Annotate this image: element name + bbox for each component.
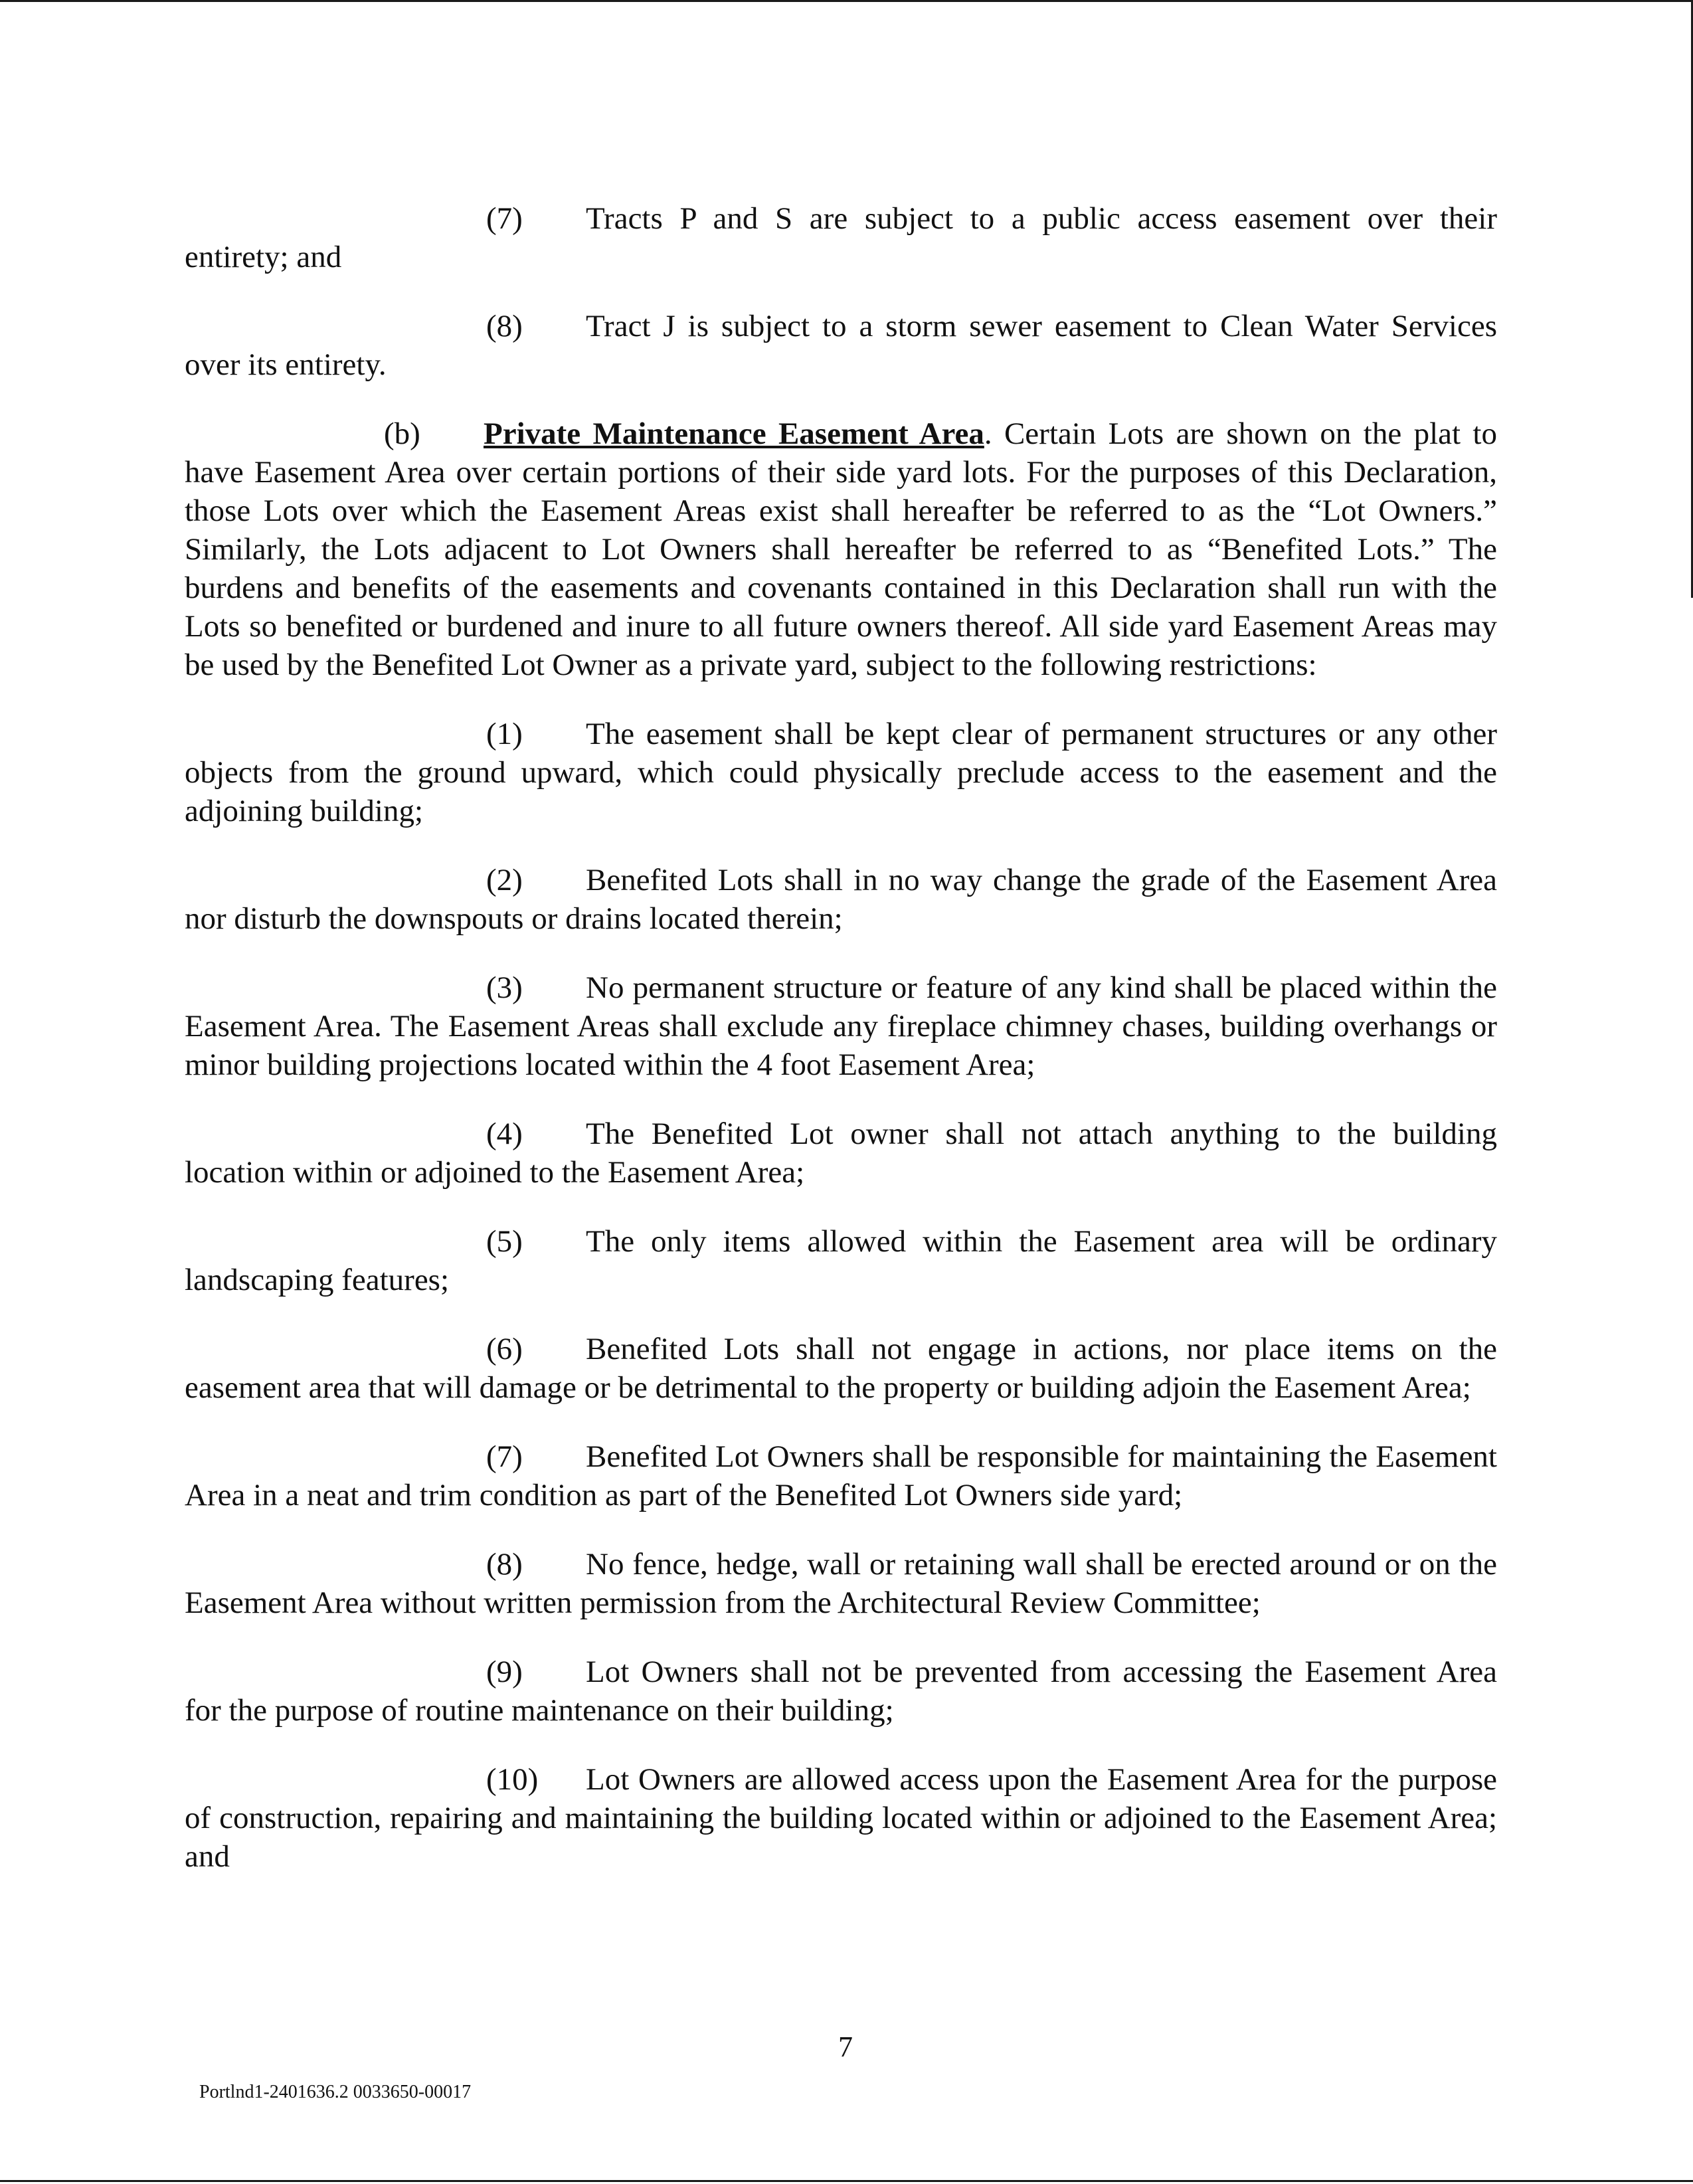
item-text: The Benefited Lot owner shall not attach anything to the building location within or adjoined to the Easement Area; [185,1117,1497,1190]
restriction-7 [185,1437,1497,1514]
item-number: (6) [486,1332,523,1366]
section-heading: Private Maintenance Easement Area [484,416,984,451]
page-number: 7 [838,2031,853,2063]
restriction-4 [185,1115,1497,1192]
item-text: Lot Owners shall not be prevented from accessing the Easement Area for the purpose of routine maintenance on their building; [185,1655,1497,1728]
item-number: (9) [486,1655,523,1689]
item-text: Benefited Lots shall in no way change the grade of the Easement Area nor disturb the downspouts or drains located therein; [185,863,1497,936]
item-number: (5) [486,1224,523,1259]
item-text: The only items allowed within the Easement area will be ordinary landscaping features; [185,1224,1497,1297]
section-b-paragraph [185,414,1497,684]
restriction-10 [185,1760,1497,1876]
item-number: (4) [486,1117,523,1151]
item-number: (7) [486,1439,523,1474]
item-number: (8) [486,309,523,343]
item-number: (1) [486,717,523,751]
paragraph-a-8 [185,307,1497,384]
restriction-8 [185,1545,1497,1622]
section-label: (b) [384,416,420,451]
item-text: Benefited Lots shall not engage in actions, nor place items on the easement area that will damage or be detrimental to the property or building adjoin the Easement Area; [185,1332,1497,1405]
item-number: (8) [486,1547,523,1582]
restriction-6 [185,1330,1497,1407]
item-text: Lot Owners are allowed access upon the Easement Area for the purpose of construction, repairing and maintaining the building located within or adjoined to the Easement Area; and [185,1762,1497,1874]
item-number: (10) [486,1762,539,1797]
section-text: Certain Lots are shown on the plat to have Easement Area over certain portions of their side yard lots. For the purposes of this Declaration, those Lots over which the Easement Areas exist shall hereafter be referred to as the “Lot Owners.” Similarly, the Lots adjacent to Lot Owners shall hereafter be referred to as “Benefited Lots.” The burdens and benefits of the easements and covenants contained in this Declaration shall run with the Lots so benefited or burdened and inure to all future owners thereof. All side yard Easement Areas may be used by the Benefited Lot Owner as a private yard, subject to the following restrictions: [185,416,1497,682]
footer-document-reference: Portlnd1-2401636.2 0033650-00017 [199,2082,472,2102]
restriction-2 [185,861,1497,938]
scan-edge-top [0,0,1693,2]
item-text: Benefited Lot Owners shall be responsible for maintaining the Easement Area in a neat and trim condition as part of the Benefited Lot Owners side yard; [185,1439,1497,1512]
item-text: No permanent structure or feature of any kind shall be placed within the Easement Area. The Easement Areas shall exclude any fireplace chimney chases, building overhangs or minor building projections located within the 4 foot Easement Area; [185,970,1497,1082]
document-body [185,199,1497,1906]
restriction-3 [185,968,1497,1084]
restriction-1 [185,715,1497,830]
item-text: No fence, hedge, wall or retaining wall shall be erected around or on the Easement Area without written permission from the Architectural Review Committee; [185,1547,1497,1620]
scan-edge-bottom [0,2180,1693,2182]
restriction-9 [185,1653,1497,1730]
item-text: Tracts P and S are subject to a public access easement over their entirety; and [185,201,1497,274]
item-number: (2) [486,863,523,897]
item-number: (3) [486,970,523,1005]
paragraph-a-7 [185,199,1497,276]
restriction-5 [185,1222,1497,1299]
item-number: (7) [486,201,523,236]
item-text: The easement shall be kept clear of permanent structures or any other objects from the ground upward, which could physically preclude access to the easement and the adjoining building; [185,717,1497,828]
heading-punctuation: . [984,416,992,451]
item-text: Tract J is subject to a storm sewer easement to Clean Water Services over its entirety. [185,309,1497,382]
